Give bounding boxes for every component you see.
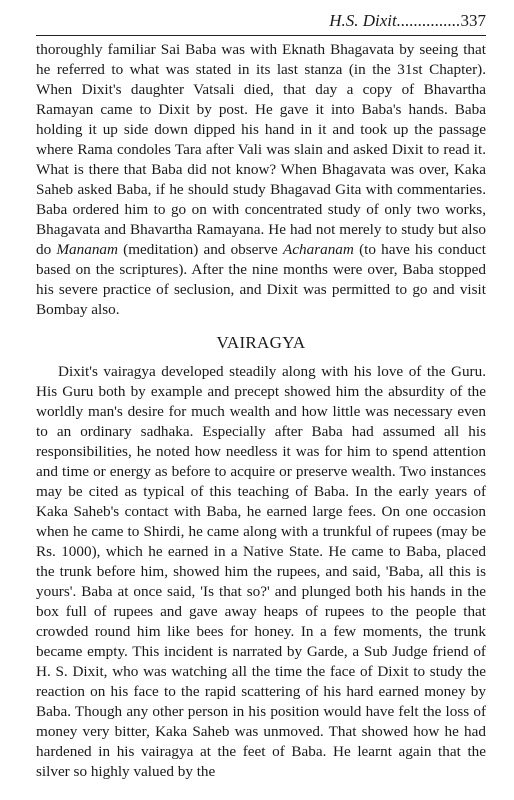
- header-author: H.S. Dixit: [329, 11, 397, 30]
- term-acharanam: Acharanam: [283, 241, 354, 258]
- running-header: [36, 10, 486, 36]
- body-text: [36, 40, 486, 782]
- header-dots: ...............: [396, 11, 461, 30]
- paragraph-vairagya: Dixit's vairagya developed steadily along with his love of the Guru. His Guru both by example and precept showed him the absurdity of the worldly man's desire for much wealth and how little was necessary even to an ordinary sadhaka. Especially after Baba had assumed all his responsibilities, he noted how needless it was for him to spend attention and time or energy as before to acquire or preserve wealth. Two instances may be cited as typical of this teaching of Baba. In the early years of Kaka Saheb's contact with Baba, he earned large fees. On one occasion when he came to Shirdi, he came along with a trunkful of rupees (may be Rs. 1000), which he earned in a Native State. He came to Baba, placed the trunk before him, showed him the rupees, and said, 'Baba, all this is yours'. Baba at once said, 'Is that so?' and plunged both his hands in the box full of rupees and gave away heaps of rupees to the people that crowded round him like bees for honey. In a few moments, the trunk became empty. This incident is narrated by Garde, a Sub Judge friend of H. S. Dixit, who was watching all the time the face of Dixit to study the reaction on his face to the rapid scattering of his hard earned money by Baba. Though any other person in his position would have felt the loss of money very bitter, Kaka Saheb was unmoved. That showed how he had hardened in his vairagya at the feet of Baba. He learnt again that the silver so highly valued by the: [36, 363, 486, 780]
- page-number: 337: [460, 11, 486, 30]
- paragraph-continued: thoroughly familiar Sai Baba was with Eknath Bhagavata by seeing that he referred to what was stated in its last stanza (in the 31st Chapter). When Dixit's daughter Vatsali died, that day a copy of Bhavartha Ramayan came to Dixit by post. He gave it into Baba's hands. Baba holding it up side down dipped his hand in it and took up the passage where Rama condoles Tara after Vali was slain and asked Dixit to read it. What is there that Baba did not know? When Bhagavata was over, Kaka Saheb asked Baba, if he should study Bhagavad Gita with commentaries. Baba ordered him to go on with concentrated study of only two works, Bhagavata and Bhavartha Ramayana. He had not merely to study but also do Mananam (meditation) and observe Acharanam (to have his conduct based on the scriptures). After the nine months were over, Baba stopped his severe practice of seclusion, and Dixit was permitted to go and visit Bombay also.: [36, 41, 487, 318]
- term-mananam: Mananam: [56, 241, 118, 258]
- section-heading: VAIRAGYA: [216, 333, 306, 352]
